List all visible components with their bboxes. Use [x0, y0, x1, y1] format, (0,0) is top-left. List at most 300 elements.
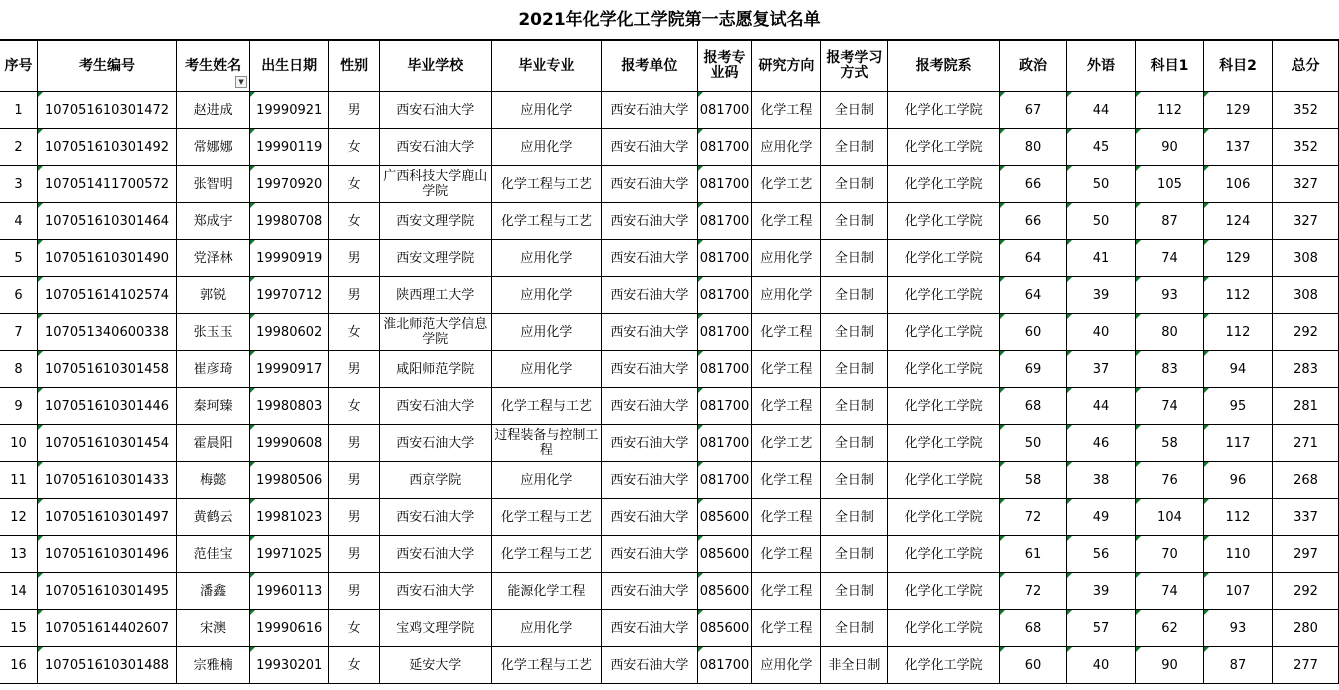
table-cell[interactable]: 男 [329, 92, 380, 129]
table-cell[interactable]: 96 [1203, 462, 1272, 499]
table-cell[interactable]: 化学化工学院 [888, 425, 1000, 462]
table-cell[interactable]: 全日制 [821, 388, 888, 425]
table-cell[interactable]: 西安石油大学 [602, 92, 697, 129]
table-cell[interactable]: 95 [1203, 388, 1272, 425]
table-cell[interactable]: 93 [1203, 610, 1272, 647]
table-cell[interactable]: 女 [329, 610, 380, 647]
table-cell[interactable]: 106 [1203, 166, 1272, 203]
table-cell[interactable]: 西安石油大学 [602, 462, 697, 499]
table-cell[interactable]: 70 [1135, 536, 1203, 573]
table-cell[interactable]: 潘鑫 [177, 573, 250, 610]
table-cell[interactable]: 292 [1272, 314, 1338, 351]
table-cell[interactable]: 12 [0, 499, 38, 536]
table-cell[interactable]: 5 [0, 240, 38, 277]
table-cell[interactable]: 应用化学 [752, 129, 821, 166]
table-cell[interactable]: 西安石油大学 [602, 536, 697, 573]
table-cell[interactable]: 西京学院 [380, 462, 492, 499]
table-cell[interactable]: 化学工程 [752, 610, 821, 647]
table-cell[interactable]: 女 [329, 388, 380, 425]
table-cell[interactable]: 19990608 [250, 425, 329, 462]
table-cell[interactable]: 60 [1000, 314, 1067, 351]
table-cell[interactable]: 57 [1066, 610, 1135, 647]
table-cell[interactable]: 黄鹤云 [177, 499, 250, 536]
table-cell[interactable]: 应用化学 [491, 129, 602, 166]
table-cell[interactable]: 277 [1272, 647, 1338, 684]
table-cell[interactable]: 全日制 [821, 351, 888, 388]
table-cell[interactable]: 081700 [697, 129, 752, 166]
table-cell[interactable]: 化学工艺 [752, 166, 821, 203]
table-cell[interactable]: 90 [1135, 647, 1203, 684]
column-header[interactable] [380, 41, 492, 92]
table-cell[interactable]: 58 [1000, 462, 1067, 499]
filter-dropdown-icon[interactable]: ▼ [235, 76, 247, 88]
table-cell[interactable]: 110 [1203, 536, 1272, 573]
table-cell[interactable]: 张智明 [177, 166, 250, 203]
table-cell[interactable]: 39 [1066, 277, 1135, 314]
table-row [0, 425, 1339, 462]
table-cell[interactable]: 13 [0, 536, 38, 573]
table-cell[interactable]: 西安石油大学 [380, 388, 492, 425]
table-cell[interactable]: 过程装备与控制工程 [491, 425, 602, 462]
table-cell[interactable]: 化学化工学院 [888, 573, 1000, 610]
table-cell[interactable]: 66 [1000, 203, 1067, 240]
table-cell[interactable]: 崔彦琦 [177, 351, 250, 388]
table-cell[interactable]: 宋澳 [177, 610, 250, 647]
table-cell[interactable]: 105 [1135, 166, 1203, 203]
table-cell[interactable]: 化学化工学院 [888, 462, 1000, 499]
table-cell[interactable]: 西安文理学院 [380, 240, 492, 277]
table-cell[interactable]: 271 [1272, 425, 1338, 462]
table-cell[interactable]: 93 [1135, 277, 1203, 314]
table-cell[interactable]: 西安石油大学 [602, 203, 697, 240]
table-cell[interactable]: 081700 [697, 240, 752, 277]
table-cell[interactable]: 117 [1203, 425, 1272, 462]
table-cell[interactable]: 化学化工学院 [888, 499, 1000, 536]
table-cell[interactable]: 38 [1066, 462, 1135, 499]
table-cell[interactable]: 44 [1066, 388, 1135, 425]
table-cell[interactable]: 应用化学 [491, 277, 602, 314]
table-cell[interactable]: 化学工程 [752, 203, 821, 240]
table-cell[interactable]: 化学化工学院 [888, 203, 1000, 240]
table-cell[interactable]: 男 [329, 536, 380, 573]
column-header[interactable] [329, 41, 380, 92]
table-cell[interactable]: 19980506 [250, 462, 329, 499]
table-cell[interactable]: 郑成宇 [177, 203, 250, 240]
table-cell[interactable]: 15 [0, 610, 38, 647]
table-cell[interactable]: 61 [1000, 536, 1067, 573]
table-cell[interactable]: 62 [1135, 610, 1203, 647]
table-cell[interactable]: 107051610301446 [38, 388, 177, 425]
table-cell[interactable]: 西安石油大学 [602, 388, 697, 425]
table-cell[interactable]: 咸阳师范学院 [380, 351, 492, 388]
column-header-label: 出生日期 [261, 57, 318, 74]
column-header[interactable] [1066, 41, 1135, 92]
table-cell[interactable]: 64 [1000, 277, 1067, 314]
table-cell[interactable]: 霍晨阳 [177, 425, 250, 462]
table-cell[interactable]: 19990119 [250, 129, 329, 166]
table-cell[interactable]: 常娜娜 [177, 129, 250, 166]
table-row [0, 92, 1339, 129]
table-cell[interactable]: 60 [1000, 647, 1067, 684]
column-header[interactable] [177, 41, 250, 92]
table-cell[interactable]: 081700 [697, 425, 752, 462]
table-cell[interactable]: 全日制 [821, 610, 888, 647]
table-cell[interactable]: 女 [329, 647, 380, 684]
table-cell[interactable]: 全日制 [821, 92, 888, 129]
table-cell[interactable]: 宝鸡文理学院 [380, 610, 492, 647]
table-cell[interactable]: 西安石油大学 [602, 351, 697, 388]
table-cell[interactable]: 45 [1066, 129, 1135, 166]
table-cell[interactable]: 107051614402607 [38, 610, 177, 647]
table-cell[interactable]: 80 [1135, 314, 1203, 351]
table-cell[interactable]: 107051610301454 [38, 425, 177, 462]
table-cell[interactable]: 19980708 [250, 203, 329, 240]
table-cell[interactable]: 赵进成 [177, 92, 250, 129]
column-header[interactable] [1272, 41, 1338, 92]
table-cell[interactable]: 37 [1066, 351, 1135, 388]
table-cell[interactable]: 107051610301495 [38, 573, 177, 610]
table-cell[interactable]: 梅懿 [177, 462, 250, 499]
table-cell[interactable]: 西安石油大学 [380, 573, 492, 610]
table-cell[interactable]: 化学工程 [752, 462, 821, 499]
table-cell[interactable]: 19990919 [250, 240, 329, 277]
table-cell[interactable]: 72 [1000, 573, 1067, 610]
table-cell[interactable]: 应用化学 [491, 240, 602, 277]
table-cell[interactable]: 女 [329, 166, 380, 203]
table-cell[interactable]: 72 [1000, 499, 1067, 536]
table-cell[interactable]: 50 [1066, 203, 1135, 240]
sheet-title: 2021年化学化工学院第一志愿复试名单 [0, 0, 1339, 40]
table-cell[interactable]: 19990616 [250, 610, 329, 647]
table-cell[interactable]: 66 [1000, 166, 1067, 203]
table-cell[interactable]: 081700 [697, 647, 752, 684]
table-cell[interactable]: 西安石油大学 [380, 536, 492, 573]
table-cell[interactable]: 081700 [697, 351, 752, 388]
table-cell[interactable]: 化学工程 [752, 388, 821, 425]
table-cell[interactable]: 107051340600338 [38, 314, 177, 351]
table-cell[interactable]: 应用化学 [491, 462, 602, 499]
table-cell[interactable]: 107051610301496 [38, 536, 177, 573]
table-cell[interactable]: 陕西理工大学 [380, 277, 492, 314]
table-cell[interactable]: 全日制 [821, 499, 888, 536]
table-cell[interactable]: 张玉玉 [177, 314, 250, 351]
table-cell[interactable]: 081700 [697, 462, 752, 499]
table-cell[interactable]: 11 [0, 462, 38, 499]
table-cell[interactable]: 应用化学 [752, 240, 821, 277]
table-cell[interactable]: 46 [1066, 425, 1135, 462]
table-cell[interactable]: 能源化学工程 [491, 573, 602, 610]
table-cell[interactable]: 085600 [697, 610, 752, 647]
table-cell[interactable]: 19970920 [250, 166, 329, 203]
table-cell[interactable]: 全日制 [821, 425, 888, 462]
table-cell[interactable]: 6 [0, 277, 38, 314]
table-cell[interactable]: 西安石油大学 [602, 573, 697, 610]
table-cell[interactable]: 2 [0, 129, 38, 166]
table-cell[interactable]: 19990917 [250, 351, 329, 388]
table-cell[interactable]: 124 [1203, 203, 1272, 240]
table-cell[interactable]: 081700 [697, 388, 752, 425]
table-cell[interactable]: 男 [329, 573, 380, 610]
table-cell[interactable]: 化学化工学院 [888, 351, 1000, 388]
table-cell[interactable]: 全日制 [821, 536, 888, 573]
table-cell[interactable]: 56 [1066, 536, 1135, 573]
table-cell[interactable]: 19960113 [250, 573, 329, 610]
table-cell[interactable]: 党泽林 [177, 240, 250, 277]
table-cell[interactable]: 081700 [697, 92, 752, 129]
table-cell[interactable]: 女 [329, 314, 380, 351]
table-cell[interactable]: 74 [1135, 388, 1203, 425]
table-cell[interactable]: 化学工程与工艺 [491, 388, 602, 425]
column-header[interactable] [821, 41, 888, 92]
column-header[interactable] [602, 41, 697, 92]
table-cell[interactable]: 87 [1203, 647, 1272, 684]
table-cell[interactable]: 全日制 [821, 277, 888, 314]
table-cell[interactable]: 308 [1272, 277, 1338, 314]
table-cell[interactable]: 352 [1272, 92, 1338, 129]
table-cell[interactable]: 14 [0, 573, 38, 610]
table-cell[interactable]: 应用化学 [752, 647, 821, 684]
table-cell[interactable]: 104 [1135, 499, 1203, 536]
table-cell[interactable]: 西安石油大学 [602, 240, 697, 277]
table-cell[interactable]: 268 [1272, 462, 1338, 499]
table-cell[interactable]: 085600 [697, 536, 752, 573]
table-cell[interactable]: 292 [1272, 573, 1338, 610]
table-cell[interactable]: 化学工程与工艺 [491, 647, 602, 684]
table-cell[interactable]: 西安石油大学 [380, 499, 492, 536]
table-cell[interactable]: 西安文理学院 [380, 203, 492, 240]
column-header[interactable] [752, 41, 821, 92]
table-cell[interactable]: 应用化学 [491, 351, 602, 388]
table-cell[interactable]: 西安石油大学 [602, 129, 697, 166]
table-cell[interactable]: 283 [1272, 351, 1338, 388]
table-cell[interactable]: 应用化学 [491, 92, 602, 129]
table-cell[interactable]: 女 [329, 203, 380, 240]
table-cell[interactable]: 9 [0, 388, 38, 425]
table-cell[interactable]: 宗雅楠 [177, 647, 250, 684]
table-cell[interactable]: 081700 [697, 314, 752, 351]
table-cell[interactable]: 107051411700572 [38, 166, 177, 203]
table-cell[interactable]: 112 [1203, 277, 1272, 314]
table-cell[interactable]: 应用化学 [491, 314, 602, 351]
table-cell[interactable]: 化学工程与工艺 [491, 499, 602, 536]
table-cell[interactable]: 应用化学 [491, 610, 602, 647]
table-cell[interactable]: 297 [1272, 536, 1338, 573]
table-cell[interactable]: 化学工程与工艺 [491, 203, 602, 240]
table-cell[interactable]: 男 [329, 499, 380, 536]
table-cell[interactable]: 全日制 [821, 462, 888, 499]
column-header[interactable] [491, 41, 602, 92]
table-cell[interactable]: 74 [1135, 573, 1203, 610]
table-cell[interactable]: 107051610301433 [38, 462, 177, 499]
table-cell[interactable]: 69 [1000, 351, 1067, 388]
table-cell[interactable]: 西安石油大学 [602, 499, 697, 536]
column-header[interactable] [888, 41, 1000, 92]
table-cell[interactable]: 107051614102574 [38, 277, 177, 314]
column-header[interactable] [38, 41, 177, 92]
table-cell[interactable]: 化学工程与工艺 [491, 536, 602, 573]
table-cell[interactable]: 112 [1135, 92, 1203, 129]
table-cell[interactable]: 281 [1272, 388, 1338, 425]
table-cell[interactable]: 西安石油大学 [380, 129, 492, 166]
table-cell[interactable]: 男 [329, 240, 380, 277]
table-cell[interactable]: 全日制 [821, 314, 888, 351]
table-cell[interactable]: 1 [0, 92, 38, 129]
table-cell[interactable]: 280 [1272, 610, 1338, 647]
table-cell[interactable]: 化学工程 [752, 314, 821, 351]
table-cell[interactable]: 081700 [697, 166, 752, 203]
table-cell[interactable]: 081700 [697, 277, 752, 314]
table-cell[interactable]: 19971025 [250, 536, 329, 573]
table-cell[interactable]: 081700 [697, 203, 752, 240]
table-cell[interactable]: 50 [1066, 166, 1135, 203]
table-cell[interactable]: 107051610301488 [38, 647, 177, 684]
table-cell[interactable]: 应用化学 [752, 277, 821, 314]
column-header[interactable] [1000, 41, 1067, 92]
table-cell[interactable]: 化学化工学院 [888, 388, 1000, 425]
table-cell[interactable]: 范佳宝 [177, 536, 250, 573]
table-cell[interactable]: 化学工程 [752, 573, 821, 610]
column-header-label: 考生姓名 [185, 57, 242, 74]
table-cell[interactable]: 化学化工学院 [888, 166, 1000, 203]
table-cell[interactable]: 男 [329, 462, 380, 499]
table-cell[interactable]: 郭锐 [177, 277, 250, 314]
table-cell[interactable]: 112 [1203, 314, 1272, 351]
table-cell[interactable]: 107051610301492 [38, 129, 177, 166]
table-cell[interactable]: 全日制 [821, 129, 888, 166]
table-cell[interactable]: 化学化工学院 [888, 92, 1000, 129]
table-cell[interactable]: 化学化工学院 [888, 277, 1000, 314]
table-cell[interactable]: 68 [1000, 388, 1067, 425]
column-header-label: 政治 [1018, 57, 1047, 74]
table-cell[interactable]: 83 [1135, 351, 1203, 388]
table-cell[interactable]: 西安石油大学 [380, 92, 492, 129]
table-cell[interactable]: 化学工程 [752, 499, 821, 536]
table-cell[interactable]: 327 [1272, 203, 1338, 240]
table-cell[interactable]: 19930201 [250, 647, 329, 684]
table-cell[interactable]: 全日制 [821, 166, 888, 203]
table-cell[interactable]: 广西科技大学鹿山学院 [380, 166, 492, 203]
table-cell[interactable]: 化学工程 [752, 536, 821, 573]
table-cell[interactable]: 西安石油大学 [602, 314, 697, 351]
table-cell[interactable]: 8 [0, 351, 38, 388]
column-header[interactable] [0, 41, 38, 92]
table-cell[interactable]: 112 [1203, 499, 1272, 536]
table-cell[interactable]: 107051610301458 [38, 351, 177, 388]
table-cell[interactable]: 化学化工学院 [888, 536, 1000, 573]
table-cell[interactable]: 19980803 [250, 388, 329, 425]
table-cell[interactable]: 3 [0, 166, 38, 203]
table-row [0, 129, 1339, 166]
table-cell[interactable]: 337 [1272, 499, 1338, 536]
table-cell[interactable]: 化学化工学院 [888, 314, 1000, 351]
table-cell[interactable]: 化学化工学院 [888, 610, 1000, 647]
table-cell[interactable]: 94 [1203, 351, 1272, 388]
table-cell[interactable]: 西安石油大学 [602, 610, 697, 647]
table-cell[interactable]: 80 [1000, 129, 1067, 166]
table-cell[interactable]: 非全日制 [821, 647, 888, 684]
table-cell[interactable]: 10 [0, 425, 38, 462]
table-cell[interactable]: 107051610301464 [38, 203, 177, 240]
table-cell[interactable]: 男 [329, 351, 380, 388]
table-cell[interactable]: 107051610301472 [38, 92, 177, 129]
column-header[interactable] [250, 41, 329, 92]
table-cell[interactable]: 全日制 [821, 203, 888, 240]
table-cell[interactable]: 107 [1203, 573, 1272, 610]
table-cell[interactable]: 137 [1203, 129, 1272, 166]
table-cell[interactable]: 085600 [697, 499, 752, 536]
table-cell[interactable]: 延安大学 [380, 647, 492, 684]
table-cell[interactable]: 西安石油大学 [380, 425, 492, 462]
table-cell[interactable]: 90 [1135, 129, 1203, 166]
table-cell[interactable]: 64 [1000, 240, 1067, 277]
table-cell[interactable]: 西安石油大学 [602, 425, 697, 462]
table-cell[interactable]: 全日制 [821, 573, 888, 610]
table-cell[interactable]: 327 [1272, 166, 1338, 203]
table-cell[interactable]: 107051610301497 [38, 499, 177, 536]
column-header-label: 外语 [1086, 57, 1115, 74]
table-cell[interactable]: 49 [1066, 499, 1135, 536]
table-cell[interactable]: 化学工程与工艺 [491, 166, 602, 203]
table-cell[interactable]: 男 [329, 425, 380, 462]
table-cell[interactable]: 秦珂臻 [177, 388, 250, 425]
table-cell[interactable]: 87 [1135, 203, 1203, 240]
table-row [0, 314, 1339, 351]
table-cell[interactable]: 107051610301490 [38, 240, 177, 277]
table-cell[interactable]: 化学化工学院 [888, 129, 1000, 166]
table-cell[interactable]: 352 [1272, 129, 1338, 166]
table-cell[interactable]: 19970712 [250, 277, 329, 314]
table-cell[interactable]: 129 [1203, 92, 1272, 129]
table-cell[interactable]: 女 [329, 129, 380, 166]
table-cell[interactable]: 085600 [697, 573, 752, 610]
table-cell[interactable]: 化学化工学院 [888, 240, 1000, 277]
column-header[interactable] [697, 41, 752, 92]
table-cell[interactable]: 19981023 [250, 499, 329, 536]
table-cell[interactable]: 西安石油大学 [602, 277, 697, 314]
table-cell[interactable]: 308 [1272, 240, 1338, 277]
table-cell[interactable]: 40 [1066, 647, 1135, 684]
table-cell[interactable]: 男 [329, 277, 380, 314]
table-cell[interactable]: 16 [0, 647, 38, 684]
table-cell[interactable]: 40 [1066, 314, 1135, 351]
table-cell[interactable]: 68 [1000, 610, 1067, 647]
table-cell[interactable]: 76 [1135, 462, 1203, 499]
table-cell[interactable]: 74 [1135, 240, 1203, 277]
table-cell[interactable]: 7 [0, 314, 38, 351]
table-cell[interactable]: 化学工程 [752, 92, 821, 129]
table-cell[interactable]: 化学工艺 [752, 425, 821, 462]
table-cell[interactable]: 41 [1066, 240, 1135, 277]
column-header[interactable] [1135, 41, 1203, 92]
column-header-label: 总分 [1291, 57, 1320, 74]
table-cell[interactable]: 19990921 [250, 92, 329, 129]
table-cell[interactable]: 129 [1203, 240, 1272, 277]
table-cell[interactable]: 全日制 [821, 240, 888, 277]
table-cell[interactable]: 58 [1135, 425, 1203, 462]
table-cell[interactable]: 化学工程 [752, 351, 821, 388]
table-cell[interactable]: 67 [1000, 92, 1067, 129]
table-cell[interactable]: 50 [1000, 425, 1067, 462]
table-cell[interactable]: 19980602 [250, 314, 329, 351]
table-cell[interactable]: 4 [0, 203, 38, 240]
table-cell[interactable]: 西安石油大学 [602, 166, 697, 203]
table-cell[interactable]: 化学化工学院 [888, 647, 1000, 684]
table-cell[interactable]: 39 [1066, 573, 1135, 610]
table-cell[interactable]: 44 [1066, 92, 1135, 129]
table-cell[interactable]: 西安石油大学 [602, 647, 697, 684]
column-header[interactable] [1203, 41, 1272, 92]
table-cell[interactable]: 淮北师范大学信息学院 [380, 314, 492, 351]
